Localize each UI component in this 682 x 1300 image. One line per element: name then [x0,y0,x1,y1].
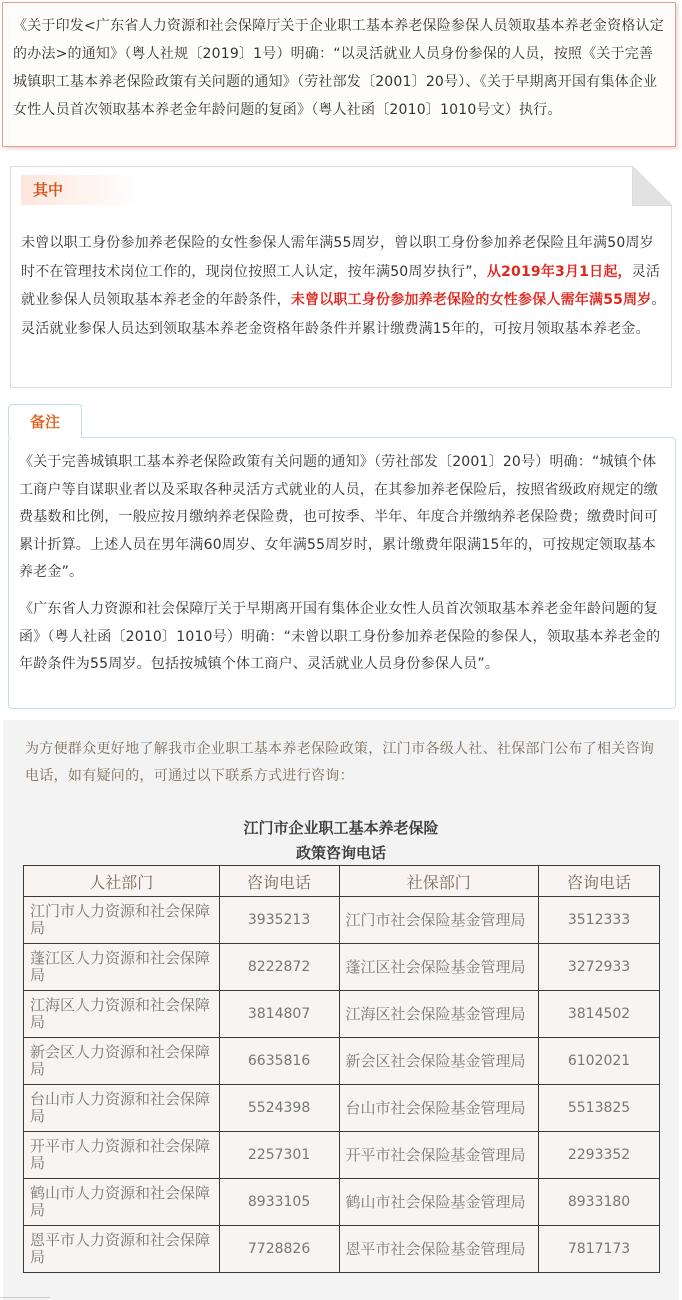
si-dept-cell: 江海区社会保险基金管理局 [339,991,539,1038]
si-dept-cell: 江门市社会保险基金管理局 [339,897,539,944]
header-hr-phone: 咨询电话 [219,866,339,897]
table-row [24,1132,660,1179]
si-phone-cell: 8933180 [539,1179,660,1226]
hr-phone-cell: 5524398 [219,1085,339,1132]
si-dept-cell: 鹤山市社会保险基金管理局 [339,1179,539,1226]
contact-table [23,865,660,1273]
hr-dept-cell: 台山市人力资源和社会保障局 [24,1085,220,1132]
hr-dept-cell: 江门市人力资源和社会保障局 [24,897,220,944]
notice-box [2,2,676,147]
among-text-a: 未曾以职工身份参加养老保险的女性参保人需年满55周岁，曾以职工身份参加养老保险且年满50周岁时不在管理技术岗位工作的，现岗位按照工人认定，按年满50周岁执行”， [21,235,654,280]
hr-phone-cell: 3814807 [219,991,339,1038]
header-hr-dept: 人社部门 [24,866,220,897]
bottom-divider [0,1297,50,1298]
si-phone-cell: 2293352 [539,1132,660,1179]
hr-phone-cell: 8933105 [219,1179,339,1226]
hr-dept-cell: 开平市人力资源和社会保障局 [24,1132,220,1179]
folded-corner [632,166,672,206]
table-row [24,991,660,1038]
si-phone-cell: 5513825 [539,1085,660,1132]
si-dept-cell: 开平市社会保险基金管理局 [339,1132,539,1179]
highlight-condition: 未曾以职工身份参加养老保险的女性参保人需年满55周岁 [290,292,652,308]
among-tag: 其中 [21,175,141,205]
si-phone-cell: 3814502 [539,991,660,1038]
si-phone-cell: 3512333 [539,897,660,944]
note-card-among [10,166,672,388]
hr-dept-cell: 新会区人力资源和社会保障局 [24,1038,220,1085]
hr-dept-cell: 江海区人力资源和社会保障局 [24,991,220,1038]
hr-dept-cell: 鹤山市人力资源和社会保障局 [24,1179,220,1226]
table-row [24,944,660,991]
among-body [21,229,666,343]
contact-section [3,720,679,1300]
table-title-line2: 政策咨询电话 [295,844,386,862]
si-phone-cell: 3272933 [539,944,660,991]
si-phone-cell: 7817173 [539,1226,660,1273]
si-dept-cell: 蓬江区社会保险基金管理局 [339,944,539,991]
among-text-b: 灵活就业参保人员领取基本养老金的年龄条件， [21,263,661,308]
hr-dept-cell: 蓬江区人力资源和社会保障局 [24,944,220,991]
contact-intro: 为方便群众更好地了解我市企业职工基本养老保险政策，江门市各级人社、社保部门公布了相关咨询电话，如有疑问的，可通过以下联系方式进行咨询： [25,741,655,784]
hr-phone-cell: 7728826 [219,1226,339,1273]
table-row [24,1085,660,1132]
table-header-row [24,866,660,897]
table-title-line1: 江门市企业职工基本养老保险 [243,819,439,837]
hr-phone-cell: 2257301 [219,1132,339,1179]
remarks-paragraph-2: 《广东省人力资源和社会保障厅关于早期离开国有集体企业女性人员首次领取基本养老金年龄问题的复函》（粤人社函〔2010〕1010号）明确：“未曾以职工身份参加养老保险的参保人，领取基本养老金的年龄条件为55周岁。包括按城镇个体工商户、灵活就业人员身份参保人员”。 [19,601,661,672]
table-row [24,1179,660,1226]
remarks-tag: 备注 [8,404,82,438]
hr-phone-cell: 3935213 [219,897,339,944]
table-row [24,1038,660,1085]
header-si-dept: 社保部门 [339,866,539,897]
table-row [24,897,660,944]
remarks-paragraph-1: 《关于完善城镇职工基本养老保险政策有关问题的通知》（劳社部发〔2001〕20号）明确：“城镇个体工商户等自谋职业者以及采取各种灵活方式就业的人员，在其参加养老保险后，按照省级政府规定的缴费基数和比例，一般应按月缴纳养老保险费，也可按季、半年、年度合并缴纳养老保险费；缴费时间可累计折算。上述人员在男年满60周岁、女年满55周岁时，累计缴费年限满15年的，可按规定领取基本养老金”。 [19,454,658,580]
si-dept-cell: 新会区社会保险基金管理局 [339,1038,539,1085]
remarks-box [8,437,676,709]
header-si-phone: 咨询电话 [539,866,660,897]
si-phone-cell: 6102021 [539,1038,660,1085]
hr-phone-cell: 8222872 [219,944,339,991]
notice-text: 《关于印发<广东省人力资源和社会保障厅关于企业职工基本养老保险参保人员领取基本养老金资格认定的办法>的通知》（粤人社规〔2019〕1号）明确：“以灵活就业人员身份参保的人员，按照《关于完善城镇职工基本养老保险政策有关问题的通知》（劳社部发〔2001〕20号）、《关于早期离开国有集体企业女性人员首次领取基本养老金年龄问题的复函》（粤人社函〔2010〕1010号文）执行。 [13,18,664,118]
hr-phone-cell: 6635816 [219,1038,339,1085]
among-text-c: 。灵活就业参保人员达到领取基本养老金资格年龄条件并累计缴费满15年的，可按月领取基本养老金。 [21,292,666,337]
highlight-date: 从2019年3月1日起， [486,263,632,280]
si-dept-cell: 台山市社会保险基金管理局 [339,1085,539,1132]
si-dept-cell: 恩平市社会保险基金管理局 [339,1226,539,1273]
table-row [24,1226,660,1273]
hr-dept-cell: 恩平市人力资源和社会保障局 [24,1226,220,1273]
